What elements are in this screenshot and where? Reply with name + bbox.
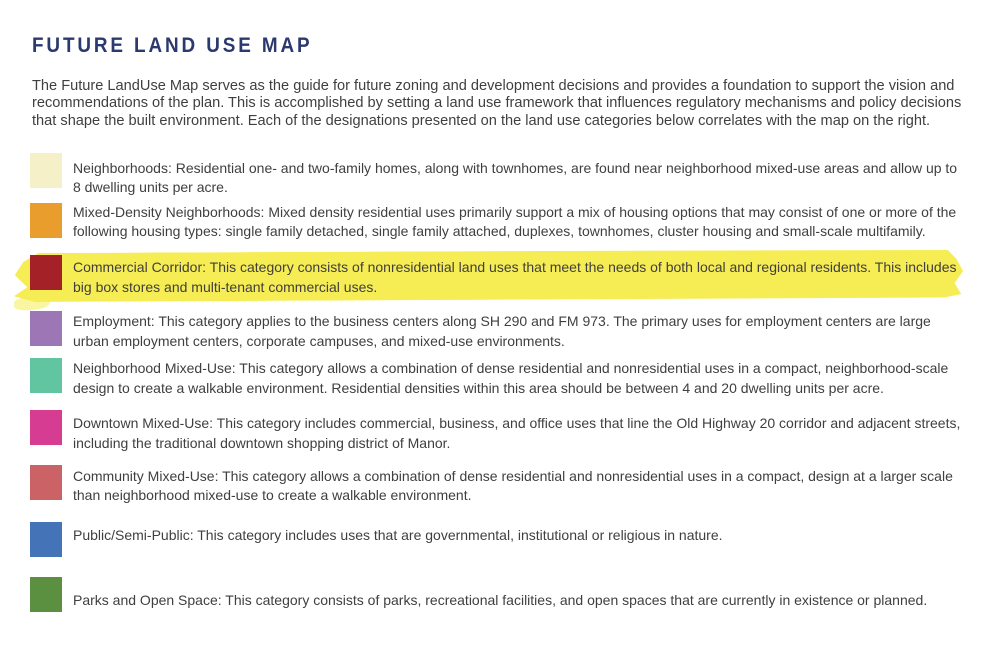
neighborhood-mixed-use-color-swatch [30,358,62,393]
legend-item-description: Mixed-Density Neighborhoods: Mixed density residential uses primarily support a mix of housing options that may consist of one or more of the following housing types: single family detached, single family attached, duplexes, townhomes, cluster housing and small-scale multifamily. [73,204,957,239]
public-semi-public-color-swatch [30,522,62,557]
page-title: FUTURE LAND USE MAP [32,34,313,57]
legend-item-description: Employment: This category applies to the business centers along SH 290 and FM 973. The primary uses for employment centers are large urban employment centers, corporate campuses, and mixed-use environments. [73,313,931,349]
downtown-mixed-use-color-swatch [30,410,62,445]
mixed-density-neighborhoods-color-swatch [30,203,62,238]
legend-item-description: Downtown Mixed-Use: This category includes commercial, business, and office uses that line the Old Highway 20 corridor and adjacent streets, including the traditional downtown shopping district of Manor. [73,415,961,451]
employment-color-swatch [30,311,62,346]
legend-item-description: Public/Semi-Public: This category includes uses that are governmental, institutional or religious in nature. [73,527,723,543]
community-mixed-use-color-swatch [30,465,62,500]
legend-item-description: Community Mixed-Use: This category allows a combination of dense residential and nonresidential uses in a compact, design at a larger scale than neighborhood mixed-use to create a walkable environment. [73,468,953,503]
intro-paragraph: The Future LandUse Map serves as the guide for future zoning and development decisions and provides a foundation to support the vision and recommendations of the plan. This is accomplished by setting a land use framework that influences regulatory mechanisms and policy decisions that shape the built environment. Each of the designations presented on the land use categories below correlates with the map on the right. [32,78,962,129]
legend-item-description: Parks and Open Space: This category consists of parks, recreational facilities, and open spaces that are currently in existence or planned. [73,592,928,608]
neighborhoods-color-swatch [30,153,62,188]
legend-item-description: Neighborhoods: Residential one- and two-family homes, along with townhomes, are found near neighborhood mixed-use areas and allow up to 8 dwelling units per acre. [73,160,958,195]
parks-and-open-space-color-swatch [30,577,62,612]
commercial-corridor-color-swatch [30,255,62,290]
legend-item-description: Neighborhood Mixed-Use: This category allows a combination of dense residential and nonresidential uses in a compact, neighborhood-scale design to create a walkable environment. Residential densities within this area should be between 4 and 20 dwelling units per acre. [73,360,949,396]
legend-item-description: Commercial Corridor: This category consists of nonresidential land uses that meet the needs of both local and regional residents. This includes big box stores and multi-tenant commercial uses. [73,259,957,295]
